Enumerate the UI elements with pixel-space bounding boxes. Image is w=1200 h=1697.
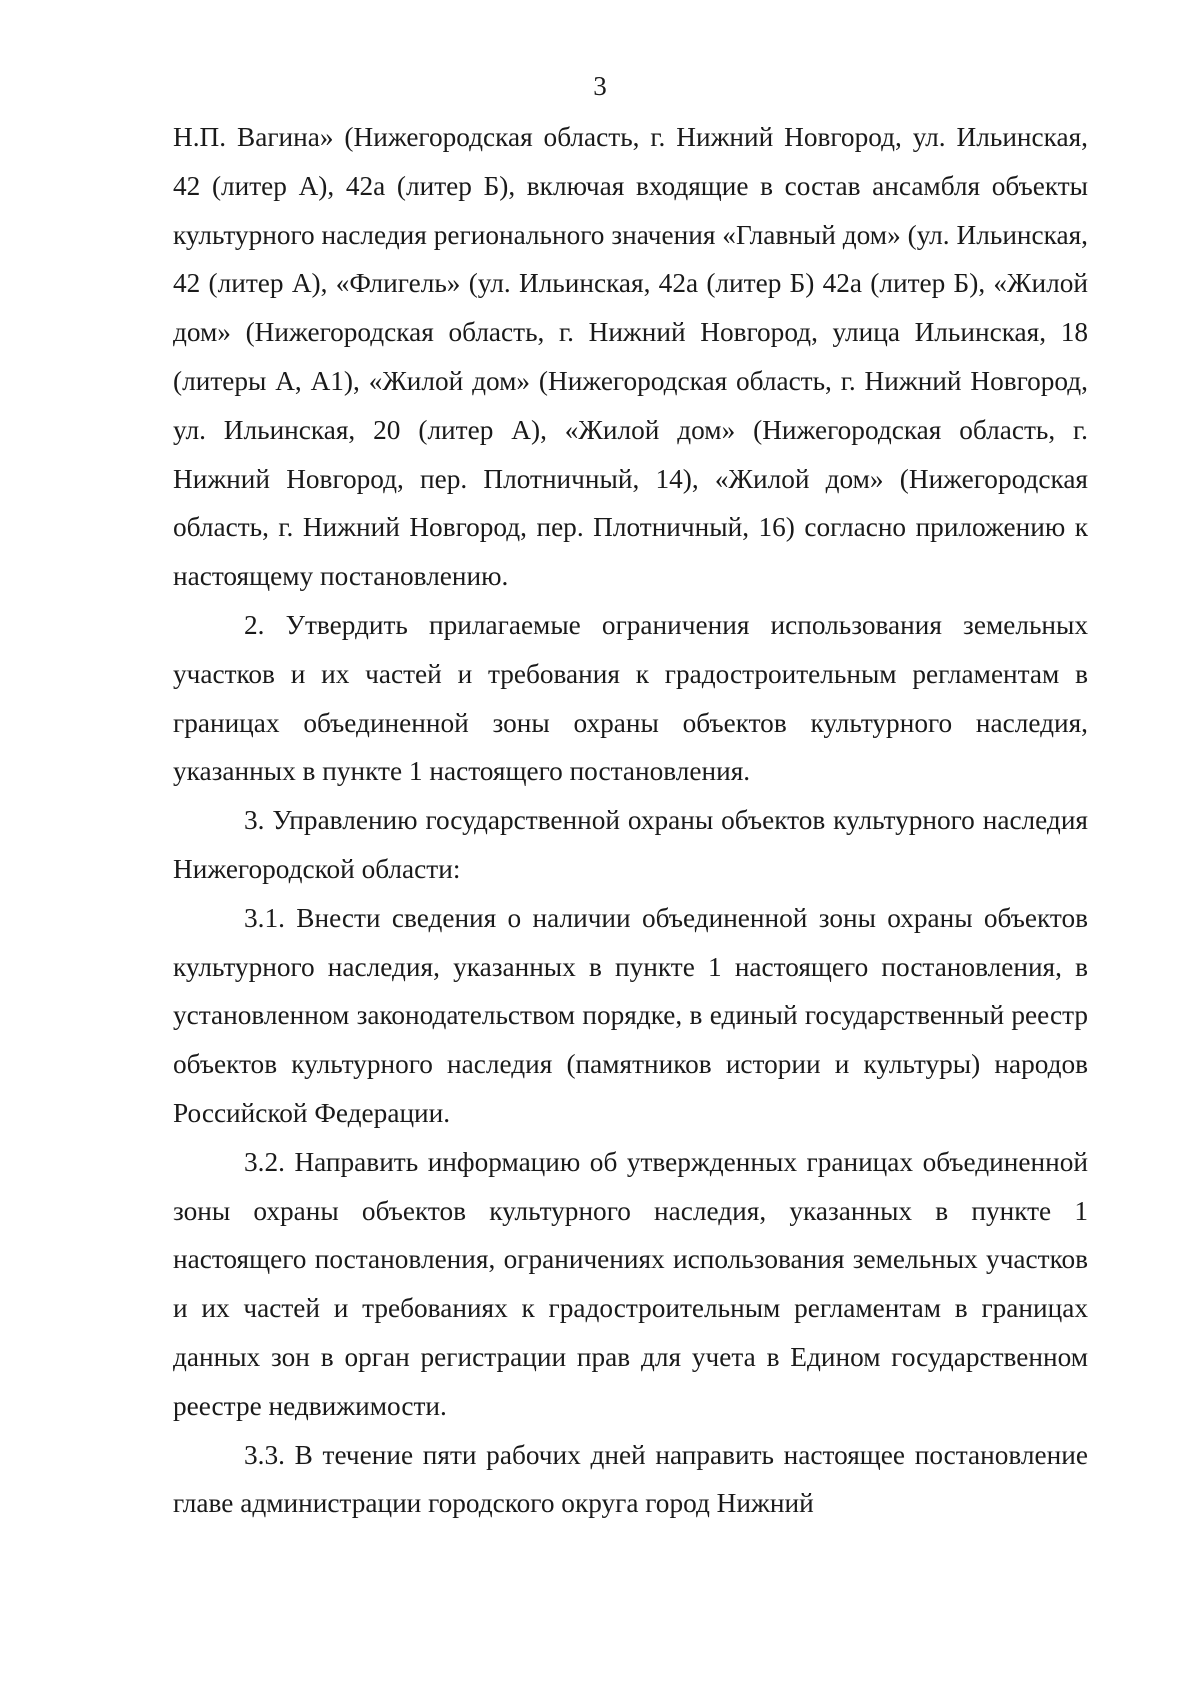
paragraph-item-3-1: 3.1. Внести сведения о наличии объединенной зоны охраны объектов культурного наследия, указанных в пункте 1 настоящего постановления, в установленном законодательством порядке, в единый государственный реестр объектов культурного наследия (памятников истории и культуры) народов Российской Федерации. (173, 902, 1088, 1128)
paragraph-item-2: 2. Утвердить прилагаемые ограничения использования земельных участков и их частей и требования к градостроительным регламентам в границах объединенной зоны охраны объектов культурного наследия, указанных в пункте 1 настоящего постановления. (173, 609, 1088, 787)
paragraph-continuation: Н.П. Вагина» (Нижегородская область, г. Нижний Новгород, ул. Ильинская, 42 (литер А), 42а (литер Б), включая входящие в состав ансамбля объекты культурного наследия регионального значения «Главный дом» (ул. Ильинская, 42 (литер А), «Флигель» (ул. Ильинская, 42а (литер Б) 42а (литер Б), «Жилой дом» (Нижегородская область, г. Нижний Новгород, улица Ильинская, 18 (литеры А, А1), «Жилой дом» (Нижегородская область, г. Нижний Новгород, ул. Ильинская, 20 (литер А), «Жилой дом» (Нижегородская область, г. Нижний Новгород, пер. Плотничный, 14), «Жилой дом» (Нижегородская область, г. Нижний Новгород, пер. Плотничный, 16) согласно приложению к настоящему постановлению. (173, 122, 1088, 592)
paragraph-item-3: 3. Управлению государственной охраны объектов культурного наследия Нижегородской области: (173, 805, 1088, 884)
paragraph-item-3-3: 3.3. В течение пяти рабочих дней направить настоящее постановление главе администрации городского округа город Нижний (173, 1439, 1088, 1519)
document-body (173, 113, 1088, 1528)
paragraph-item-3-2: 3.2. Направить информацию об утвержденных границах объединенной зоны охраны объектов культурного наследия, указанных в пункте 1 настоящего постановления, ограничениях использования земельных участков и их частей и требованиях к градостроительным регламентам в границах данных зон в орган регистрации прав для учета в Едином государственном реестре недвижимости. (173, 1146, 1088, 1421)
page-number: 3 (593, 71, 607, 101)
